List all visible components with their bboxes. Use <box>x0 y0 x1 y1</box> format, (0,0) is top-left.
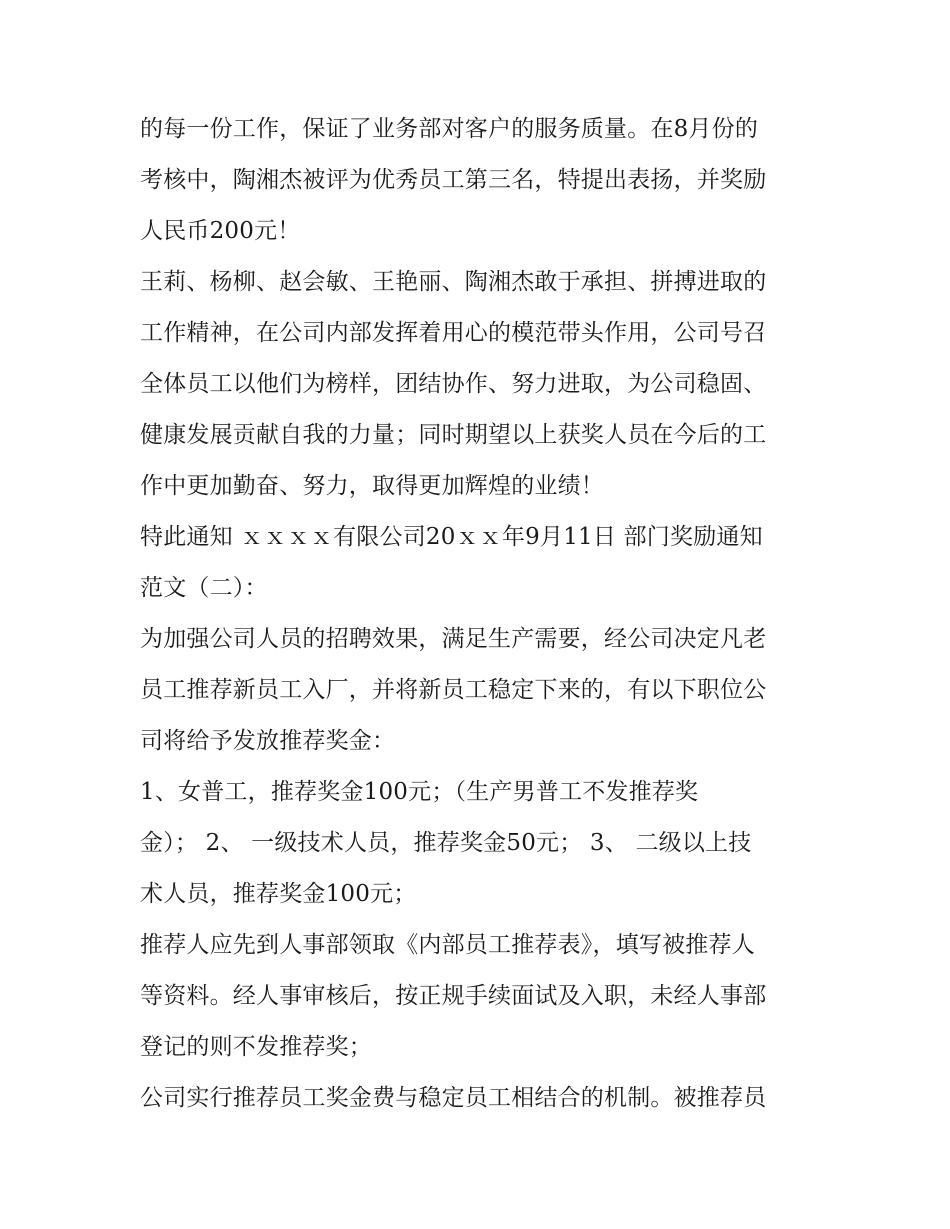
text-line: 公司实行推荐员工奖金费与稳定员工相结合的机制。被推荐员 <box>140 1085 767 1111</box>
text-line: 范文（二）： <box>140 575 268 601</box>
text-line: 人民币200元！ <box>140 218 301 244</box>
text-line: 等资料。经人事审核后，按正规手续面试及入职，未经人事部 <box>140 983 767 1009</box>
text-line: 健康发展贡献自我的力量；同时期望以上获奖人员在今后的工 <box>140 422 767 448</box>
text-line: 特此通知 ｘｘｘｘ有限公司20ｘｘ年9月11日 部门奖励通知 <box>140 524 763 550</box>
text-line: 金）； 2、 一级技术人员，推荐奖金50元； 3、 二级以上技 <box>140 830 752 856</box>
text-line: 1、女普工，推荐奖金100元；（生产男普工不发推荐奖 <box>140 779 699 805</box>
text-line: 考核中，陶湘杰被评为优秀员工第三名，特提出表扬，并奖励 <box>140 167 767 193</box>
text-line: 推荐人应先到人事部领取《内部员工推荐表》，填写被推荐人 <box>140 932 755 958</box>
text-line: 王莉、杨柳、赵会敏、王艳丽、陶湘杰敢于承担、拼搏进取的 <box>140 269 767 295</box>
text-line: 的每一份工作，保证了业务部对客户的服务质量。在8月份的 <box>140 116 759 142</box>
text-line: 员工推荐新员工入厂，并将新员工稳定下来的，有以下职位公 <box>140 677 767 703</box>
text-line: 术人员，推荐奖金100元； <box>140 881 417 907</box>
text-line: 登记的则不发推荐奖； <box>140 1034 372 1060</box>
text-line: 为加强公司人员的招聘效果，满足生产需要，经公司决定凡老 <box>140 626 767 652</box>
text-line: 司将给予发放推荐奖金： <box>140 728 396 754</box>
text-line: 全体员工以他们为榜样，团结协作、努力进取，为公司稳固、 <box>140 371 767 397</box>
document-body <box>140 104 820 1124</box>
text-line: 作中更加勤奋、努力，取得更加辉煌的业绩！ <box>140 473 604 499</box>
text-line: 工作精神，在公司内部发挥着用心的模范带头作用，公司号召 <box>140 320 767 346</box>
